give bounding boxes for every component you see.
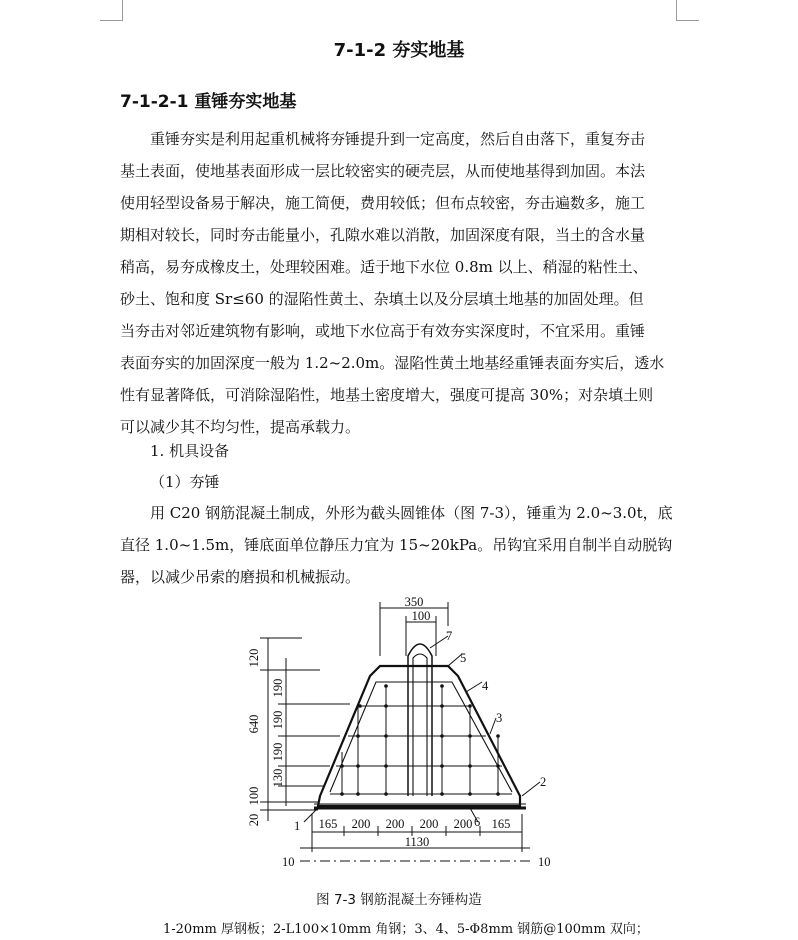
dim-label: 190 [271,678,285,698]
paragraph-line: 用 C20 钢筋混凝土制成，外形为截头圆锥体（图 7-3），锤重为 2.0~3.0t，底 [150,504,673,522]
section-title: 7-1-2 夯实地基 [333,40,465,61]
list-item-rammer: （1）夯锤 [150,473,220,491]
dim-label: 640 [247,714,261,734]
dim-label: 200 [385,817,405,831]
paragraph-line: 使用轻型设备易于解决，施工简便，费用较低；但布点较密，夯击遍数多，施工 [120,194,646,212]
paragraph-line: 重锤夯实是利用起重机械将夯锤提升到一定高度，然后自由落下，重复夯击 [150,130,646,148]
paragraph-2 [120,497,680,593]
dim-label: 130 [271,768,285,788]
paragraph-line: 当夯击对邻近建筑物有影响，或地下水位高于有效夯实深度时，不宜采用。重锤 [120,322,646,340]
part-label: 3 [496,711,503,725]
paragraph-1 [120,123,680,443]
paragraph-line: 表面夯实的加固深度一般为 1.2~2.0m。湿陷性黄土地基经重锤表面夯实后，透水 [120,354,665,372]
page-corner-mark-top-left [100,0,123,21]
paragraph-line: 稍高，易夯成橡皮土，处理较困难。适于地下水位 0.8m 以上、稍湿的粘性土、 [120,258,648,276]
list-item-equipment: 1. 机具设备 [150,442,230,460]
figure-legend: 1-20mm 厚钢板；2-L100×10mm 角钢；3、4、5-Φ8mm 钢筋@100mm 双向； [163,922,649,937]
dim-label: 350 [404,596,424,609]
dim-label: 120 [247,648,261,668]
figure-caption: 图 7-3 钢筋混凝土夯锤构造 [316,892,482,908]
dim-label: 190 [271,742,285,762]
section-mark: 10 [282,855,295,869]
paragraph-line: 基土表面，使地基表面形成一层比较密实的硬壳层，从而使地基得到加固。本法 [120,162,646,180]
part-label: 6 [474,815,481,829]
part-label: 4 [482,679,489,693]
dim-label: 200 [351,817,371,831]
paragraph-line: 直径 1.0~1.5m，锤底面单位静压力宜为 15~20kPa。吊钩宜采用自制半自动脱钩 [120,536,673,554]
dim-label: 100 [411,609,431,623]
dim-label: 190 [271,710,285,730]
page-corner-mark-top-right [676,0,699,21]
part-label: 5 [460,651,467,665]
paragraph-line: 器，以减少吊索的磨损和机械振动。 [120,568,361,586]
paragraph-line: 可以减少其不均匀性，提高承载力。 [120,418,361,436]
rammer-construction-figure [230,596,570,878]
section-mark: 10 [538,855,551,869]
dim-label: 100 [247,786,261,806]
total-width-label: 1130 [404,835,430,849]
paragraph-line: 期相对较长，同时夯击能量小，孔隙水难以消散，加固深度有限，当土的含水量 [120,226,646,244]
part-label: 7 [446,629,453,643]
paragraph-line: 砂土、饱和度 Sr≤60 的湿陷性黄土、杂填土以及分层填土地基的加固处理。但 [120,290,644,308]
subsection-title: 7-1-2-1 重锤夯实地基 [120,92,297,112]
dim-label: 200 [453,817,473,831]
paragraph-line: 性有显著降低，可消除湿陷性，地基土密度增大，强度可提高 30%；对杂填土则 [120,386,654,404]
dim-label: 165 [318,817,338,831]
dim-label: 20 [247,813,261,827]
dim-label: 200 [419,817,439,831]
part-label: 2 [540,775,547,789]
dim-label: 165 [491,817,511,831]
part-label: 1 [294,819,301,833]
